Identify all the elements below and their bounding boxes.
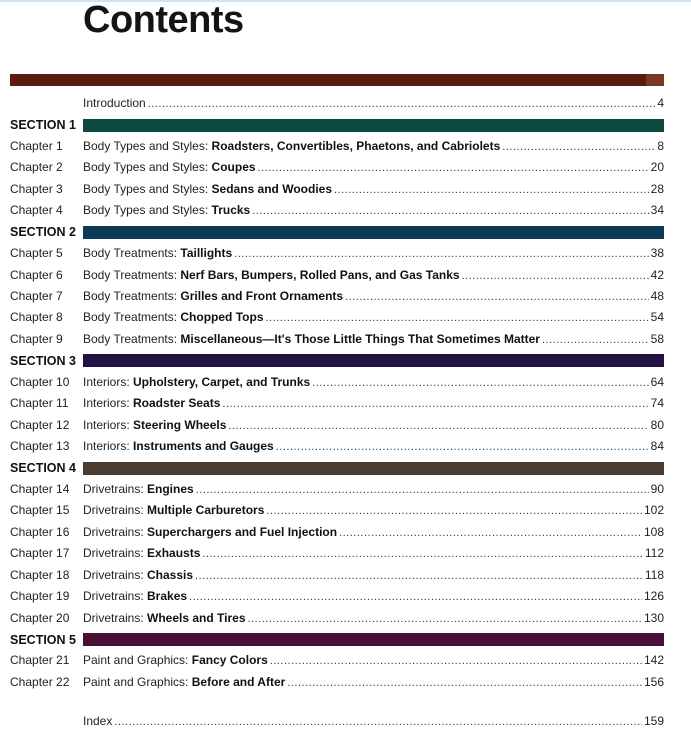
section-color-bar — [83, 226, 664, 239]
chapter-category: Body Treatments: — [83, 246, 181, 261]
chapter-title: Brakes — [147, 589, 188, 604]
entry-title — [83, 286, 343, 307]
chapter-title: Sedans and Woodies — [211, 181, 332, 196]
entry-page-number: 108 — [643, 524, 664, 539]
toc-entry-chapter[interactable] — [10, 565, 664, 586]
chapter-category: Interiors: — [83, 417, 134, 432]
entry-page-number: 126 — [643, 589, 664, 604]
entry-page-number: 28 — [650, 181, 664, 196]
dot-leader — [312, 373, 648, 394]
chapter-category: Paint and Graphics: — [83, 653, 192, 668]
chapter-category: Drivetrains: — [83, 481, 148, 496]
entry-page-number: 34 — [650, 203, 664, 218]
chapter-title: Multiple Carburetors — [147, 503, 265, 518]
chapter-number: Chapter 9 — [10, 331, 63, 346]
chapter-category: Body Types and Styles: — [83, 203, 212, 218]
dot-leader — [345, 287, 649, 308]
toc-entry-chapter[interactable] — [10, 243, 664, 264]
header-rule — [10, 74, 664, 86]
dot-leader — [287, 673, 642, 694]
chapter-category: Interiors: — [83, 396, 134, 411]
chapter-number: Chapter 8 — [10, 310, 63, 325]
entry-page-number: 142 — [643, 653, 664, 668]
entry-title — [83, 329, 540, 350]
chapter-title: Grilles and Front Ornaments — [180, 288, 344, 303]
entry-page-number: 4 — [657, 96, 664, 110]
sections-list — [10, 114, 664, 693]
section-label: SECTION 2 — [10, 225, 76, 240]
chapter-number: Chapter 12 — [10, 417, 70, 432]
chapter-title: Steering Wheels — [133, 417, 227, 432]
chapter-number: Chapter 7 — [10, 288, 63, 303]
entry-page-number: 118 — [644, 567, 664, 582]
entry-title — [83, 200, 250, 221]
chapter-number: Chapter 6 — [10, 267, 63, 282]
chapter-title: Fancy Colors — [191, 653, 268, 668]
chapter-title: Chopped Tops — [180, 310, 264, 325]
entry-page-number: 58 — [650, 331, 664, 346]
entry-page-number: 38 — [650, 246, 664, 261]
section-label: SECTION 1 — [10, 118, 76, 133]
toc-entry-chapter[interactable] — [10, 329, 664, 350]
chapter-category: Body Types and Styles: — [83, 160, 212, 175]
toc-entry-chapter[interactable] — [10, 265, 664, 286]
entry-title — [83, 586, 187, 607]
dot-leader — [270, 651, 642, 672]
dot-leader — [234, 244, 648, 265]
entry-title — [83, 136, 500, 157]
chapter-category: Drivetrains: — [83, 546, 148, 561]
entry-title: Introduction — [83, 96, 146, 110]
entry-title — [83, 393, 220, 414]
chapter-category: Body Treatments: — [83, 288, 181, 303]
toc-entry-chapter[interactable] — [10, 179, 664, 200]
entry-title — [83, 522, 337, 543]
entry-title — [83, 479, 194, 500]
toc-entry-chapter[interactable] — [10, 136, 664, 157]
toc-entry-chapter[interactable] — [10, 157, 664, 178]
page-title: Contents — [83, 0, 244, 41]
dot-leader — [114, 712, 642, 733]
chapter-number: Chapter 16 — [10, 524, 70, 539]
entry-page-number: 156 — [643, 674, 664, 689]
chapter-title: Wheels and Tires — [147, 610, 246, 625]
section-header — [10, 222, 664, 243]
dot-leader — [339, 523, 642, 544]
toc-entry-chapter[interactable] — [10, 393, 664, 414]
chapter-category: Body Types and Styles: — [83, 181, 212, 196]
dot-leader — [252, 201, 648, 222]
entry-title — [83, 415, 226, 436]
chapter-number: Chapter 13 — [10, 439, 70, 453]
chapter-number: Chapter 14 — [10, 481, 70, 496]
dot-leader — [502, 137, 655, 158]
entry-page-number: 74 — [650, 396, 664, 411]
entry-title — [83, 650, 268, 671]
entry-page-number: 130 — [643, 610, 664, 625]
chapter-category: Body Treatments: — [83, 310, 181, 325]
chapter-title: Superchargers and Fuel Injection — [147, 524, 338, 539]
chapter-number: Chapter 20 — [10, 610, 70, 625]
chapter-category: Drivetrains: — [83, 567, 148, 582]
chapter-category: Interiors: — [83, 374, 134, 389]
section-color-bar — [83, 119, 664, 132]
entry-title: Index — [83, 714, 113, 729]
chapter-title: Roadsters, Convertibles, Phaetons, and Cabriolets — [211, 138, 501, 153]
chapter-number: Chapter 11 — [10, 396, 69, 411]
dot-leader — [542, 330, 649, 351]
chapter-number: Chapter 17 — [10, 546, 70, 561]
section-label: SECTION 4 — [10, 461, 76, 476]
chapter-title: Miscellaneous—It's Those Little Things That Sometimes Matter — [180, 331, 540, 346]
chapter-number: Chapter 4 — [10, 203, 63, 218]
chapter-number: Chapter 21 — [10, 653, 70, 668]
chapter-title: Upholstery, Carpet, and Trunks — [133, 374, 311, 389]
chapter-category: Drivetrains: — [83, 524, 148, 539]
toc-entry-chapter[interactable] — [10, 586, 664, 607]
toc-entry-chapter[interactable] — [10, 500, 664, 521]
chapter-category: Body Types and Styles: — [83, 138, 212, 153]
chapter-category: Drivetrains: — [83, 610, 148, 625]
chapter-title: Roadster Seats — [133, 396, 221, 411]
chapter-number: Chapter 1 — [10, 138, 63, 153]
chapter-title: Coupes — [211, 160, 256, 175]
chapter-number: Chapter 15 — [10, 503, 70, 518]
section-color-bar — [83, 354, 664, 367]
entry-title — [83, 500, 264, 521]
spacer — [10, 693, 664, 711]
entry-title — [83, 543, 200, 564]
entry-title — [83, 243, 232, 264]
toc-entry-chapter[interactable] — [10, 307, 664, 328]
toc-entry-index[interactable] — [10, 711, 664, 732]
entry-page-number: 102 — [643, 503, 664, 518]
dot-leader — [258, 158, 649, 179]
section-label: SECTION 5 — [10, 632, 76, 647]
chapter-category: Drivetrains: — [83, 589, 148, 604]
dot-leader — [266, 308, 649, 329]
chapter-title: Exhausts — [147, 546, 201, 561]
dot-leader — [189, 587, 642, 608]
table-of-contents — [10, 93, 664, 733]
chapter-number: Chapter 19 — [10, 589, 70, 604]
toc-entry-chapter[interactable] — [10, 286, 664, 307]
chapter-title: Engines — [147, 481, 194, 496]
entry-title — [83, 608, 246, 629]
toc-entry-chapter[interactable] — [10, 200, 664, 221]
entry-title — [83, 307, 264, 328]
section-color-bar — [83, 462, 664, 475]
chapter-number: Chapter 5 — [10, 246, 63, 261]
dot-leader — [202, 544, 642, 565]
toc-entry-chapter[interactable] — [10, 672, 664, 693]
dot-leader — [334, 180, 649, 201]
chapter-number: Chapter 18 — [10, 567, 70, 582]
chapter-category: Interiors: — [83, 439, 134, 453]
entry-title — [83, 157, 256, 178]
toc-entry-chapter[interactable] — [10, 543, 664, 564]
chapter-category: Drivetrains: — [83, 503, 148, 518]
entry-page-number: 159 — [643, 714, 664, 729]
toc-entry-chapter[interactable] — [10, 415, 664, 436]
dot-leader — [195, 566, 643, 587]
chapter-title: Nerf Bars, Bumpers, Rolled Pans, and Gas Tanks — [180, 267, 460, 282]
dot-leader — [462, 266, 649, 287]
section-header — [10, 629, 664, 650]
toc-entry-chapter[interactable] — [10, 650, 664, 671]
chapter-title: Taillights — [180, 246, 233, 261]
dot-leader — [248, 609, 642, 630]
chapter-number: Chapter 10 — [10, 374, 70, 389]
entry-title — [83, 672, 285, 693]
chapter-title: Before and After — [191, 674, 286, 689]
section-header — [10, 350, 664, 371]
chapter-category: Body Treatments: — [83, 267, 181, 282]
chapter-number: Chapter 22 — [10, 674, 70, 689]
toc-entry-chapter[interactable] — [10, 372, 664, 393]
dot-leader — [148, 94, 656, 115]
entry-page-number: 20 — [650, 160, 664, 175]
entry-title — [83, 372, 310, 393]
entry-page-number: 54 — [650, 310, 664, 325]
entry-page-number: 90 — [650, 481, 664, 496]
chapter-title: Instruments and Gauges — [133, 439, 274, 453]
dot-leader — [196, 480, 649, 501]
entry-page-number: 48 — [650, 288, 664, 303]
header-rule-tip — [646, 74, 664, 86]
toc-entry-chapter[interactable] — [10, 522, 664, 543]
toc-entry-chapter[interactable] — [10, 608, 664, 629]
toc-entry-chapter[interactable] — [10, 436, 664, 457]
section-header — [10, 457, 664, 478]
entry-page-number: 8 — [657, 138, 664, 153]
chapter-category: Paint and Graphics: — [83, 674, 192, 689]
entry-page-number: 80 — [650, 417, 664, 432]
entry-page-number: 64 — [650, 374, 664, 389]
chapter-number: Chapter 3 — [10, 181, 63, 196]
dot-leader — [276, 437, 649, 458]
chapter-number: Chapter 2 — [10, 160, 63, 175]
entry-title — [83, 565, 193, 586]
dot-leader — [222, 394, 648, 415]
chapter-title: Trucks — [211, 203, 251, 218]
chapter-title: Chassis — [147, 567, 194, 582]
entry-title — [83, 436, 274, 457]
entry-page-number: 42 — [650, 267, 664, 282]
dot-leader — [266, 501, 642, 522]
toc-entry-chapter[interactable] — [10, 479, 664, 500]
dot-leader — [228, 416, 648, 437]
entry-title — [83, 179, 332, 200]
entry-page-number: 84 — [650, 439, 664, 453]
section-header — [10, 114, 664, 135]
chapter-category: Body Treatments: — [83, 331, 181, 346]
section-label: SECTION 3 — [10, 353, 76, 368]
toc-entry-introduction[interactable] — [10, 93, 664, 114]
entry-page-number: 112 — [644, 546, 664, 561]
section-color-bar — [83, 633, 664, 646]
entry-title — [83, 265, 460, 286]
